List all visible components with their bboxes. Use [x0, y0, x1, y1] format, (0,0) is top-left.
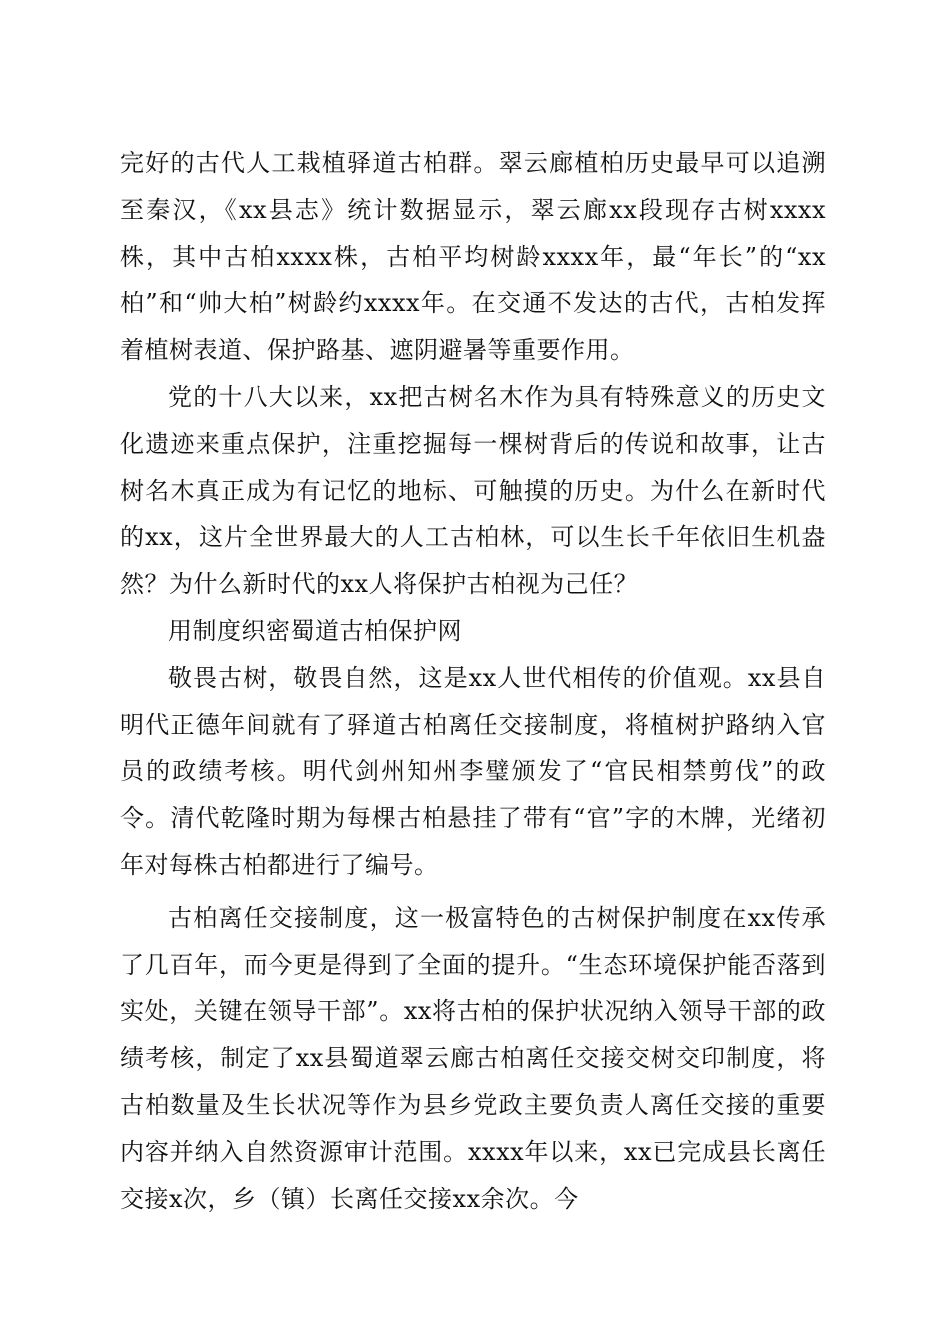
paragraph-protection-since-18th-congress: 党的十八大以来，xx把古树名木作为具有特殊意义的历史文化遗迹来重点保护，注重挖掘每一棵树背后的传说和故事，让古树名木真正成为有记忆的地标、可触摸的历史。为什么在新时代的xx，这片全世界最大的人工古柏林，可以生长千年依旧生机盎然？为什么新时代的xx人将保护古柏视为己任？ — [120, 382, 826, 599]
section-heading: 用制度织密蜀道古柏保护网 — [168, 616, 462, 645]
paragraph-historical-system: 敬畏古树，敬畏自然，这是xx人世代相传的价值观。xx县自明代正德年间就有了驿道古柏离任交接制度，将植树护路纳入官员的政绩考核。明代剑州知州李璧颁发了“官民相禁剪伐”的政令。清代乾隆时期为每棵古柏悬挂了带有“官”字的木牌，光绪初年对每株古柏都进行了编号。 — [120, 663, 826, 879]
document-body — [120, 140, 826, 1222]
paragraph-cuiyunlang-history: 完好的古代人工栽植驿道古柏群。翠云廊植柏历史最早可以追溯至秦汉，《xx县志》统计数据显示，翠云廊xx段现存古树xxxx株，其中古柏xxxx株，古柏平均树龄xxxx年，最“年长”的“xx柏”和“帅大柏”树龄约xxxx年。在交通不发达的古代，古柏发挥着植树表道、保护路基、遮阴避暑等重要作用。 — [120, 149, 826, 365]
paragraph-handover-system: 古柏离任交接制度，这一极富特色的古树保护制度在xx传承了几百年，而今更是得到了全面的提升。“生态环境保护能否落到实处，关键在领导干部”。xx将古柏的保护状况纳入领导干部的政绩考核，制定了xx县蜀道翠云廊古柏离任交接交树交印制度，将古柏数量及生长状况等作为县乡党政主要负责人离任交接的重要内容并纳入自然资源审计范围。xxxx年以来，xx已完成县长离任交接x次，乡（镇）长离任交接xx余次。今 — [120, 903, 826, 1213]
